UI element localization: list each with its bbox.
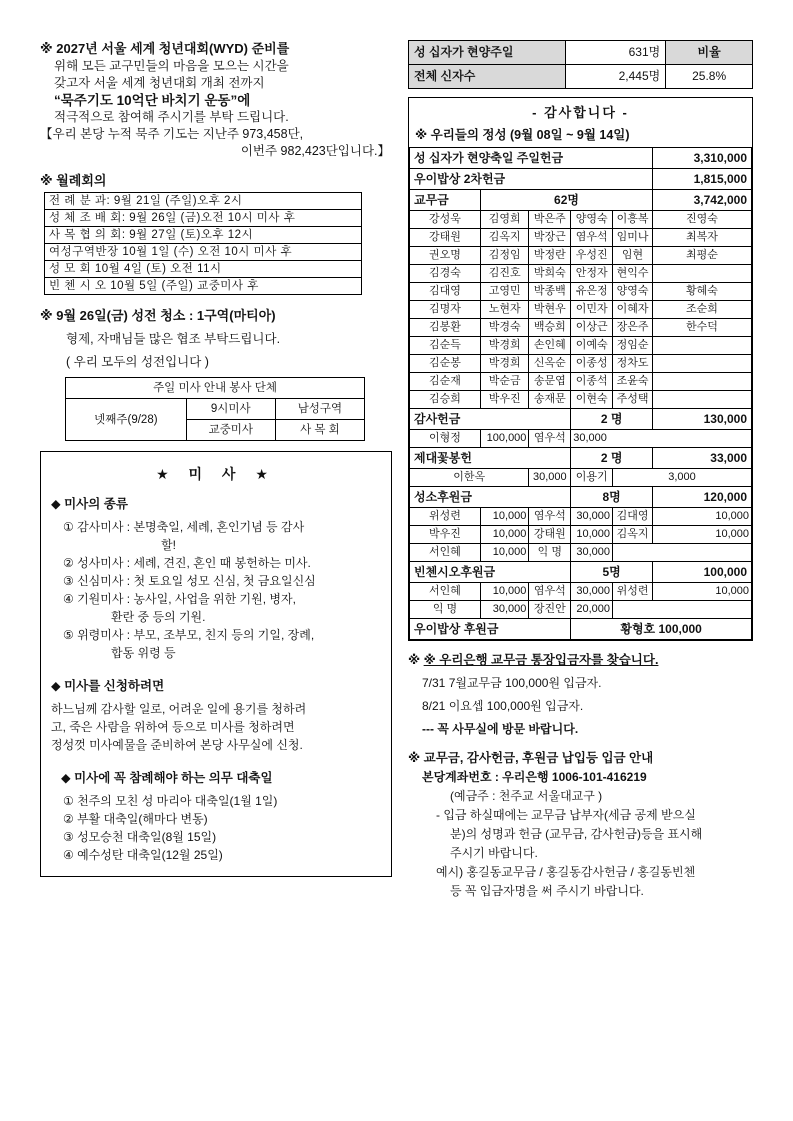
wyd-section [40, 40, 390, 160]
name-cell: 유은정 [571, 283, 613, 301]
seongso-amt-6: 10,000 [481, 544, 529, 562]
guide-line-5: 주시기 바랍니다. [450, 846, 538, 860]
name-cell: 이흥복 [613, 211, 653, 229]
gamsa-amount: 130,000 [653, 409, 752, 430]
name-cell: 현익수 [613, 265, 653, 283]
wyd-line-4: 적극적으로 참여해 주시기를 부탁 드립니다. [54, 110, 289, 124]
service-table [65, 377, 365, 441]
jedae-amount: 33,000 [653, 448, 752, 469]
jedae-label: 제대꽃봉헌 [410, 448, 571, 469]
meeting-row-2: 사 목 협 의 회: 9월 27일 (토)오후 12시 [45, 227, 362, 244]
name-cell: 김정임 [481, 247, 529, 265]
table-row [410, 190, 752, 211]
seongso-name-0: 위성련 [410, 508, 481, 526]
table-row [45, 278, 362, 295]
table-row [410, 355, 752, 373]
mass-type-4: ④ 기원미사 : 농사일, 사업을 위한 기원, 병자, [63, 592, 296, 606]
seongso-count: 8명 [571, 487, 653, 508]
meeting-section [40, 172, 390, 295]
name-cell [653, 337, 752, 355]
vincent-amt-0: 10,000 [481, 583, 529, 601]
mass-duty-3: ③ 성모승천 대축일(8월 15일) [63, 830, 217, 844]
mass-type-5: ⑤ 위령미사 : 부모, 조부모, 친지 등의 기일, 장례, [63, 628, 315, 642]
name-cell: 박현우 [529, 301, 571, 319]
name-cell: 황혜숙 [653, 283, 752, 301]
offering-second-label: 우이밥상 2차헌금 [410, 169, 653, 190]
seongso-blank [613, 544, 752, 562]
table-row [45, 244, 362, 261]
gamsa-name-0: 이형정 [410, 430, 481, 448]
name-cell: 최평순 [653, 247, 752, 265]
name-cell: 권오명 [410, 247, 481, 265]
offering-sunday-amount: 3,310,000 [653, 148, 752, 169]
bank-notice-line-3: --- 꼭 사무실에 방문 바랍니다. [422, 722, 579, 736]
gamsa-amt-0: 100,000 [481, 430, 529, 448]
table-row [66, 399, 365, 420]
service-caption: 주일 미사 안내 봉사 단체 [66, 378, 365, 399]
table-row [66, 378, 365, 399]
seongso-amt-1: 30,000 [571, 508, 613, 526]
table-row [410, 148, 752, 169]
payment-guide [408, 749, 753, 901]
summary-label-1: 전체 신자수 [409, 65, 566, 89]
meeting-row-3: 여성구역반장 10월 1일 (수) 오전 10시 미사 후 [45, 244, 362, 261]
name-cell: 염우석 [571, 229, 613, 247]
name-cell: 김대영 [410, 283, 481, 301]
name-cell: 박순금 [481, 373, 529, 391]
bank-notice-line-2: 8/21 이요셉 100,000원 입금자. [422, 699, 584, 713]
seongso-amt-3: 10,000 [481, 526, 529, 544]
bank-notice-title: ※ 우리은행 교무금 통장입금자를 찾습니다. [423, 653, 659, 667]
guide-line-7: 등 꼭 입금자명을 써 주시기 바랍니다. [450, 884, 644, 898]
table-row [410, 301, 752, 319]
table-row [410, 526, 752, 544]
gyomu-label: 교무금 [410, 190, 481, 211]
gyomu-amount: 3,742,000 [653, 190, 752, 211]
name-cell: 이종성 [571, 355, 613, 373]
vincent-name-4: 장진안 [529, 601, 571, 619]
vincent-count: 5명 [571, 562, 653, 583]
name-cell: 김경숙 [410, 265, 481, 283]
attendance-summary-table [408, 40, 753, 89]
vincent-amount: 100,000 [653, 562, 752, 583]
guide-line-4: 분)의 성명과 헌금 (교무금, 감사헌금)등을 표시해 [450, 827, 703, 841]
bank-notice [408, 651, 753, 739]
table-row [410, 265, 752, 283]
jedae-name-0: 이한옥 [410, 469, 529, 487]
meeting-row-0: 전 례 분 과: 9월 21일 (주일)오후 2시 [45, 193, 362, 210]
meeting-row-4: 성 모 회 10월 4일 (토) 오전 11시 [45, 261, 362, 278]
wyd-line-3: “묵주기도 10억단 바치기 운동”에 [54, 93, 251, 108]
table-row [45, 227, 362, 244]
name-cell: 이민자 [571, 301, 613, 319]
name-cell: 이상근 [571, 319, 613, 337]
ui-who: 황형호 100,000 [571, 619, 752, 640]
mass-type-4b: 환란 중 등의 기원. [111, 610, 206, 624]
cleaning-line-2: ( 우리 모두의 성전입니다 ) [66, 355, 209, 369]
name-cell: 안정자 [571, 265, 613, 283]
name-cell: 김명자 [410, 301, 481, 319]
name-cell: 조윤숙 [613, 373, 653, 391]
name-cell: 진영숙 [653, 211, 752, 229]
mass-apply-1: 하느님께 감사할 일로, 어려운 일에 용기를 청하려 [51, 702, 307, 716]
name-cell: 박경희 [481, 355, 529, 373]
seongso-label: 성소후원금 [410, 487, 571, 508]
name-cell [653, 373, 752, 391]
name-cell [653, 355, 752, 373]
guide-account: 본당계좌번호 : 우리은행 1006-101-416219 [422, 770, 647, 784]
service-week: 넷째주(9/28) [66, 399, 187, 441]
seongso-name-5: 김옥지 [613, 526, 653, 544]
name-cell: 임현 [613, 247, 653, 265]
vincent-name-1: 염우석 [529, 583, 571, 601]
cleaning-section [40, 307, 390, 371]
name-cell [653, 265, 752, 283]
table-row [410, 337, 752, 355]
offering-second-amount: 1,815,000 [653, 169, 752, 190]
table-row [45, 210, 362, 227]
seongso-name-4: 강태원 [529, 526, 571, 544]
seongso-name-2: 김대영 [613, 508, 653, 526]
name-cell: 박장근 [529, 229, 571, 247]
summary-tail-0: 비율 [666, 41, 753, 65]
guide-holder: (예금주 : 천주교 서울대교구 ) [450, 789, 603, 803]
offering-head: - 감사합니다 - [532, 105, 629, 120]
table-row [410, 619, 752, 640]
table-row [410, 469, 752, 487]
seongso-amt-0: 10,000 [481, 508, 529, 526]
gamsa-count: 2 명 [571, 409, 653, 430]
wyd-line-5: 【우리 본당 누적 묵주 기도는 지난주 973,458단, [40, 127, 304, 141]
gamsa-name-1: 염우석 [529, 430, 571, 448]
name-cell: 정임순 [613, 337, 653, 355]
name-cell: 정차도 [613, 355, 653, 373]
meeting-title: ※ 월례회의 [40, 173, 107, 188]
table-row [45, 261, 362, 278]
mass-apply-heading: ◆ 미사를 신청하려면 [51, 679, 165, 693]
wyd-line-1: 위해 모든 교구민들의 마음을 모으는 시간을 [54, 59, 289, 73]
offering-table [409, 147, 752, 640]
name-cell: 김순득 [410, 337, 481, 355]
name-cell [653, 391, 752, 409]
name-cell: 김옥지 [481, 229, 529, 247]
seongso-name-6: 서인혜 [410, 544, 481, 562]
name-cell: 고영민 [481, 283, 529, 301]
summary-value-0: 631명 [566, 41, 666, 65]
name-cell: 이예숙 [571, 337, 613, 355]
name-cell: 김영희 [481, 211, 529, 229]
table-row [410, 283, 752, 301]
name-cell: 손인혜 [529, 337, 571, 355]
seongso-amount: 120,000 [653, 487, 752, 508]
table-row [410, 169, 752, 190]
name-cell: 우성진 [571, 247, 613, 265]
guide-line-6: 예시) 홍길동교무금 / 홍길동감사헌금 / 홍길동빈첸 [436, 865, 696, 879]
name-cell: 박종백 [529, 283, 571, 301]
table-row [410, 430, 752, 448]
bank-bullet-icon: ※ [408, 653, 424, 667]
jedae-count: 2 명 [571, 448, 653, 469]
offering-box [408, 97, 753, 641]
wyd-line-6: 이번주 982,423단입니다.】 [240, 144, 390, 158]
name-cell: 김순봉 [410, 355, 481, 373]
table-row [410, 247, 752, 265]
mass-types-heading: ◆ 미사의 종류 [51, 497, 128, 511]
meeting-table [44, 192, 362, 295]
table-row [410, 229, 752, 247]
ui-label: 우이밥상 후원금 [410, 619, 571, 640]
name-cell: 이현숙 [571, 391, 613, 409]
summary-label-0: 성 십자가 현양주일 [409, 41, 566, 65]
right-column [408, 40, 753, 901]
mass-info-box [40, 451, 392, 877]
service-row-1-col-0: 교중미사 [186, 420, 275, 441]
cleaning-title: ※ 9월 26일(금) 성전 청소 : 1구역(마티아) [40, 308, 276, 323]
table-row [410, 211, 752, 229]
mass-apply-2: 고, 죽은 사람을 위하여 등으로 미사를 청하려면 [51, 720, 295, 734]
summary-tail-1: 25.8% [666, 65, 753, 89]
seongso-amt-4: 10,000 [571, 526, 613, 544]
name-cell: 이혜자 [613, 301, 653, 319]
table-row [410, 601, 752, 619]
table-row [410, 583, 752, 601]
summary-value-1: 2,445명 [566, 65, 666, 89]
vincent-amt-2: 10,000 [653, 583, 752, 601]
vincent-name-3: 익 명 [410, 601, 481, 619]
table-row [410, 319, 752, 337]
table-row [410, 373, 752, 391]
mass-type-1b: 할! [161, 538, 176, 552]
wyd-title: ※ 2027년 서울 세계 청년대회(WYD) 준비를 [40, 41, 290, 56]
cleaning-line-1: 형제, 자매님들 많은 협조 부탁드립니다. [66, 332, 281, 346]
service-row-1-col-1: 사 목 회 [275, 420, 364, 441]
table-row [410, 448, 752, 469]
jedae-amt-1: 3,000 [613, 469, 752, 487]
name-cell: 강태원 [410, 229, 481, 247]
guide-line-3: - 입금 하실때에는 교무금 납부자(세금 공제 받으실 [436, 808, 696, 822]
mass-duty-heading: ◆ 미사에 꼭 참례해야 하는 의무 대축일 [61, 771, 273, 785]
vincent-amt-3: 30,000 [481, 601, 529, 619]
gamsa-label: 감사헌금 [410, 409, 571, 430]
mass-title: ★ 미 사 ★ [156, 466, 276, 482]
name-cell: 조순희 [653, 301, 752, 319]
name-cell: 박우진 [481, 391, 529, 409]
service-row-0-col-0: 9시미사 [186, 399, 275, 420]
name-cell: 김승희 [410, 391, 481, 409]
wyd-line-2: 갖고자 서울 세계 청년대회 개최 전까지 [54, 76, 265, 90]
name-cell: 신옥순 [529, 355, 571, 373]
name-cell: 이종석 [571, 373, 613, 391]
seongso-name-3: 박우진 [410, 526, 481, 544]
meeting-row-1: 성 체 조 배 회: 9월 26일 (금)오전 10시 미사 후 [45, 210, 362, 227]
table-row [410, 409, 752, 430]
table-row [410, 508, 752, 526]
service-row-0-col-1: 남성구역 [275, 399, 364, 420]
vincent-blank [613, 601, 752, 619]
table-row [410, 487, 752, 508]
gamsa-amt-1: 30,000 [571, 430, 752, 448]
vincent-amt-1: 30,000 [571, 583, 613, 601]
mass-duty-1: ① 천주의 모친 성 마리아 대축일(1월 1일) [63, 794, 278, 808]
name-cell: 강성욱 [410, 211, 481, 229]
seongso-amt-2: 10,000 [653, 508, 752, 526]
meeting-row-5: 빈 첸 시 오 10월 5일 (주일) 교중미사 후 [45, 278, 362, 295]
mass-apply-3: 정성껏 미사예물을 준비하여 본당 사무실에 신청. [51, 738, 303, 752]
mass-type-3: ③ 신심미사 : 첫 토요일 성모 신심, 첫 금요일신심 [63, 574, 316, 588]
table-row [410, 544, 752, 562]
mass-type-2: ② 성사미사 : 세례, 견진, 혼인 때 봉헌하는 미사. [63, 556, 311, 570]
vincent-label: 빈첸시오후원금 [410, 562, 571, 583]
name-cell: 김봉환 [410, 319, 481, 337]
bank-notice-line-1: 7/31 7월교무금 100,000원 입금자. [422, 676, 602, 690]
vincent-amt-4: 20,000 [571, 601, 613, 619]
left-column [40, 40, 390, 877]
name-cell: 최복자 [653, 229, 752, 247]
name-cell: 노현자 [481, 301, 529, 319]
offering-sub: ※ 우리들의 정성 (9월 08일 ~ 9월 14일) [415, 128, 630, 142]
vincent-name-0: 서인혜 [410, 583, 481, 601]
name-cell: 박정란 [529, 247, 571, 265]
table-row [409, 41, 753, 65]
mass-type-5b: 합동 위령 등 [111, 646, 176, 660]
jedae-name-1: 이용기 [571, 469, 613, 487]
vincent-name-2: 위성련 [613, 583, 653, 601]
mass-type-1: ① 감사미사 : 본명축일, 세례, 혼인기념 등 감사 [63, 520, 305, 534]
name-cell: 박경숙 [481, 319, 529, 337]
name-cell: 김순재 [410, 373, 481, 391]
table-row [410, 391, 752, 409]
mass-duty-2: ② 부활 대축일(해마다 변동) [63, 812, 208, 826]
guide-title: ※ 교무금, 감사헌금, 후원금 납입등 입금 안내 [408, 751, 654, 765]
offering-sunday-label: 성 십자가 현양축일 주일헌금 [410, 148, 653, 169]
name-cell: 송재문 [529, 391, 571, 409]
name-cell: 장은주 [613, 319, 653, 337]
name-cell: 주성택 [613, 391, 653, 409]
name-cell: 박은주 [529, 211, 571, 229]
jedae-amt-0: 30,000 [529, 469, 571, 487]
name-cell: 임미나 [613, 229, 653, 247]
name-cell: 백승희 [529, 319, 571, 337]
gyomu-count: 62명 [481, 190, 653, 211]
name-cell: 양영숙 [571, 211, 613, 229]
name-cell: 박희숙 [529, 265, 571, 283]
name-cell: 김진호 [481, 265, 529, 283]
seongso-name-7: 익 명 [529, 544, 571, 562]
name-cell: 박경희 [481, 337, 529, 355]
seongso-name-1: 염우석 [529, 508, 571, 526]
table-row [409, 65, 753, 89]
seongso-amt-5: 10,000 [653, 526, 752, 544]
mass-duty-4: ④ 예수성탄 대축일(12월 25일) [63, 848, 223, 862]
seongso-amt-7: 30,000 [571, 544, 613, 562]
name-cell: 양영숙 [613, 283, 653, 301]
name-cell: 송문엽 [529, 373, 571, 391]
name-cell: 한수덕 [653, 319, 752, 337]
table-row [45, 193, 362, 210]
table-row [410, 562, 752, 583]
